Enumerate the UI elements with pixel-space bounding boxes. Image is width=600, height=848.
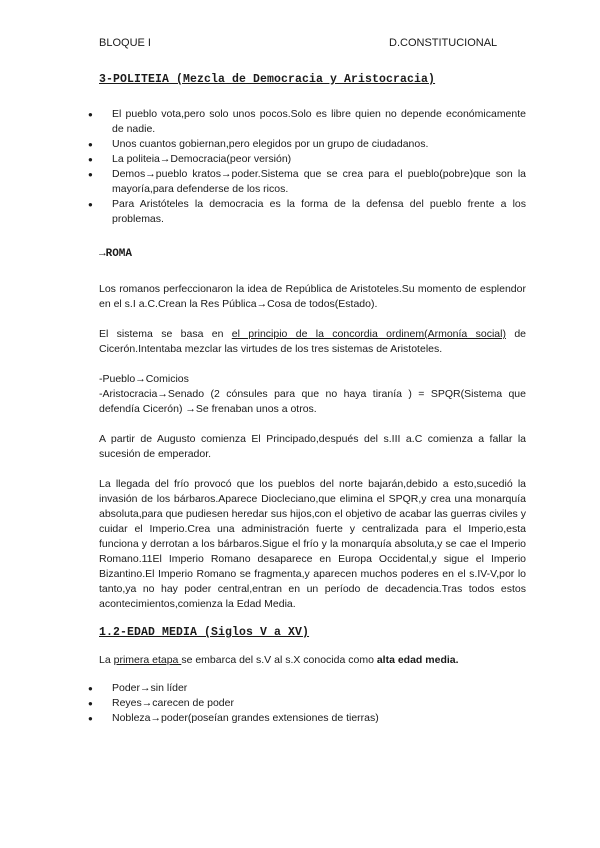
paragraph: -Aristocracia→Senado (2 cónsules para que no haya tiranía ) = SPQR(Sistema que defendía Cicerón) →Se frenaban unos a otros. (99, 388, 526, 415)
document-body (99, 70, 526, 726)
section-title-edad-media: 1.2-EDAD MEDIA (Siglos V a XV) (99, 626, 310, 639)
paragraph (99, 327, 526, 357)
section-title-politeia: 3-POLITEIA (Mezcla de Democracia y Aristocracia) (99, 73, 436, 86)
list-item: ● La politeia→Democracia(peor versión) (99, 152, 526, 167)
section-title-roma: →ROMA (99, 248, 133, 260)
text: de Cicerón.Intentaba mezclar las virtudes de los tres sistemas de Aristoteles. (99, 328, 526, 355)
paragraph: La llegada del frío provocó que los pueblos del norte bajarán,debido a esto,sucedió la invasión de los bárbaros.Aparece Diocleciano,que elimina el SPQR,y crea una monarquía absoluta,para que pudiesen heredar sus hijos,con el objetivo de acabar las guerras civiles y cuidar el Imperio.Crea una administración fuerte y centralizada para el Imperio,esta funciona y derrotan a los bárbaros.Sigue el frío y la monarquía absoluta,y se cae el Imperio Romano.11El Imperio Romano desaparece en Europa Occidental,y sigue el Imperio Bizantino.El Imperio Romano se fragmenta,y aparecen muchos poderes en el s.IV-V,por lo tanto,ya no hay poder central,entran en un período de decadencia.Tras todos estos acontecimientos,comienza la Edad Media. (99, 478, 526, 610)
underlined-text: primera etapa (113, 654, 182, 666)
header-left: BLOQUE I (99, 37, 151, 49)
page-header (99, 37, 500, 49)
text: La (99, 654, 114, 666)
underlined-text: el principio de la concordia ordinem(Armonía social) (231, 328, 506, 340)
list-item: ● Unos cuantos gobiernan,pero elegidos por un grupo de ciudadanos. (99, 137, 526, 152)
list-item: ● Poder→sin líder (99, 681, 526, 696)
politeia-list (99, 107, 526, 227)
bold-text: alta edad media. (376, 654, 459, 666)
list-item: ● El pueblo vota,pero solo unos pocos.Solo es libre quien no depende económicamente de nadie. (99, 107, 526, 137)
list-item: ● Nobleza→poder(poseían grandes extensiones de tierras) (99, 711, 526, 726)
list-item: ● Demos→pueblo kratos→poder.Sistema que se crea para el pueblo(pobre)que son la mayoría,para defenderse de los ricos. (99, 167, 526, 197)
list-item: ● Reyes→carecen de poder (99, 696, 526, 711)
text: se embarca del s.V al s.X conocida como (181, 654, 377, 666)
paragraph: -Pueblo→Comicios (99, 373, 189, 385)
list-item: ● Para Aristóteles la democracia es la forma de la defensa del pueblo frente a los problemas. (99, 197, 526, 227)
edad-media-list (99, 681, 526, 726)
paragraph: A partir de Augusto comienza El Principado,después del s.III a.C comienza a fallar la sucesión de emperador. (99, 433, 526, 460)
paragraph: Los romanos perfeccionaron la idea de República de Aristoteles.Su momento de esplendor en el s.I a.C.Crean la Res Pública→Cosa de todos(Estado). (99, 283, 526, 310)
paragraph (99, 653, 526, 668)
header-right: D.CONSTITUCIONAL (389, 37, 498, 49)
text: El sistema se basa en (99, 328, 232, 340)
